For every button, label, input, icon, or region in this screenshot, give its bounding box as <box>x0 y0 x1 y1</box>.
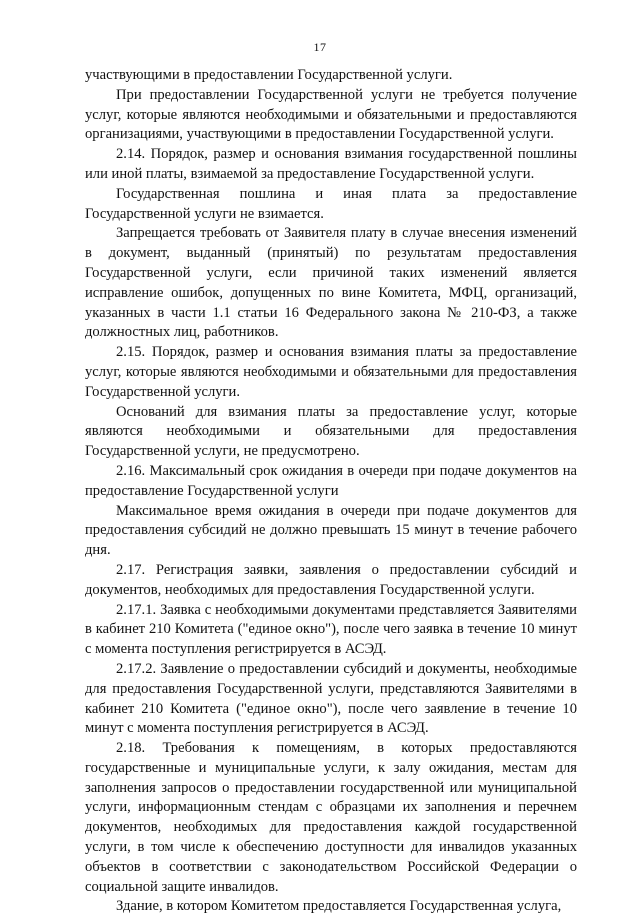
section-2-15-heading: 2.15. Порядок, размер и основания взимания платы за предоставление услуг, которые являются необходимыми и обязательными для предоставления Государственной услуги. <box>85 344 577 400</box>
paragraph-continuation: участвующими в предоставлении Государственной услуги. <box>85 67 453 83</box>
paragraph-building: Здание, в котором Комитетом предоставляется Государственная услуга, <box>116 898 562 915</box>
section-2-17-heading: 2.17. Регистрация заявки, заявления о предоставлении субсидий и документов, необходимых для предоставления Государственной услуги. <box>85 561 577 598</box>
section-2-17-1: 2.17.1. Заявка с необходимыми документами представляется Заявителями в кабинет 210 Комитета ("единое окно"), после чего заявка в течение 10 минут с момента поступления регистрируется в АСЭД. <box>85 601 577 658</box>
paragraph-no-required-services: При предоставлении Государственной услуги не требуется получение услуг, которые являются необходимыми и обязательными и предоставляются организациями, участвующими в предоставлении Государственной услуги. <box>85 86 577 143</box>
paragraph-fee-prohibition: Запрещается требовать от Заявителя плату в случае внесения изменений в документ, выданный (принятый) по результатам предоставления Государственной услуги, если причиной таких изменений является исправление ошибок, допущенных по вине Комитета, МФЦ, организаций, указанных в части 1.1 статьи 16 Федерального закона № 210-ФЗ, а также должностных лиц, работников. <box>85 225 577 341</box>
paragraph-no-fee-grounds: Оснований для взимания платы за предоставление услуг, которые являются необходимыми и обязательными для предоставления Государственной услуги, не предусмотрено. <box>85 403 577 460</box>
page-number: 17 <box>313 40 327 54</box>
document-body <box>85 66 577 917</box>
section-2-16-heading: 2.16. Максимальный срок ожидания в очереди при подаче документов на предоставление Государственной услуги <box>85 462 577 499</box>
paragraph-no-fee: Государственная пошлина и иная плата за предоставление Государственной услуги не взимается. <box>85 185 577 222</box>
section-2-14-heading: 2.14. Порядок, размер и основания взимания государственной пошлины или иной платы, взимаемой за предоставление Государственной услуги. <box>85 146 577 182</box>
section-2-17-2: 2.17.2. Заявление о предоставлении субсидий и документы, необходимые для предоставления Государственной услуги, представляются Заявителями в кабинет 210 Комитета ("единое окно"), после чего заявление в течение 10 минут с момента поступления регистрируется в АСЭД. <box>85 660 577 737</box>
section-2-18-heading: 2.18. Требования к помещениям, в которых предоставляются государственные и муниципальные услуги, к залу ожидания, местам для заполнения запросов о предоставлении государственной или муниципальной услуги, информационным стендам с образцами их заполнения и перечнем документов, необходимых для предоставления каждой государственной услуги, в том числе к обеспечению доступности для инвалидов указанных объектов в соответствии с законодательством Российской Федерации о социальной защите инвалидов. <box>85 740 577 895</box>
paragraph-max-wait-time: Максимальное время ожидания в очереди при подаче документов для предоставления субсидий не должно превышать 15 минут в течение рабочего дня. <box>85 502 577 559</box>
